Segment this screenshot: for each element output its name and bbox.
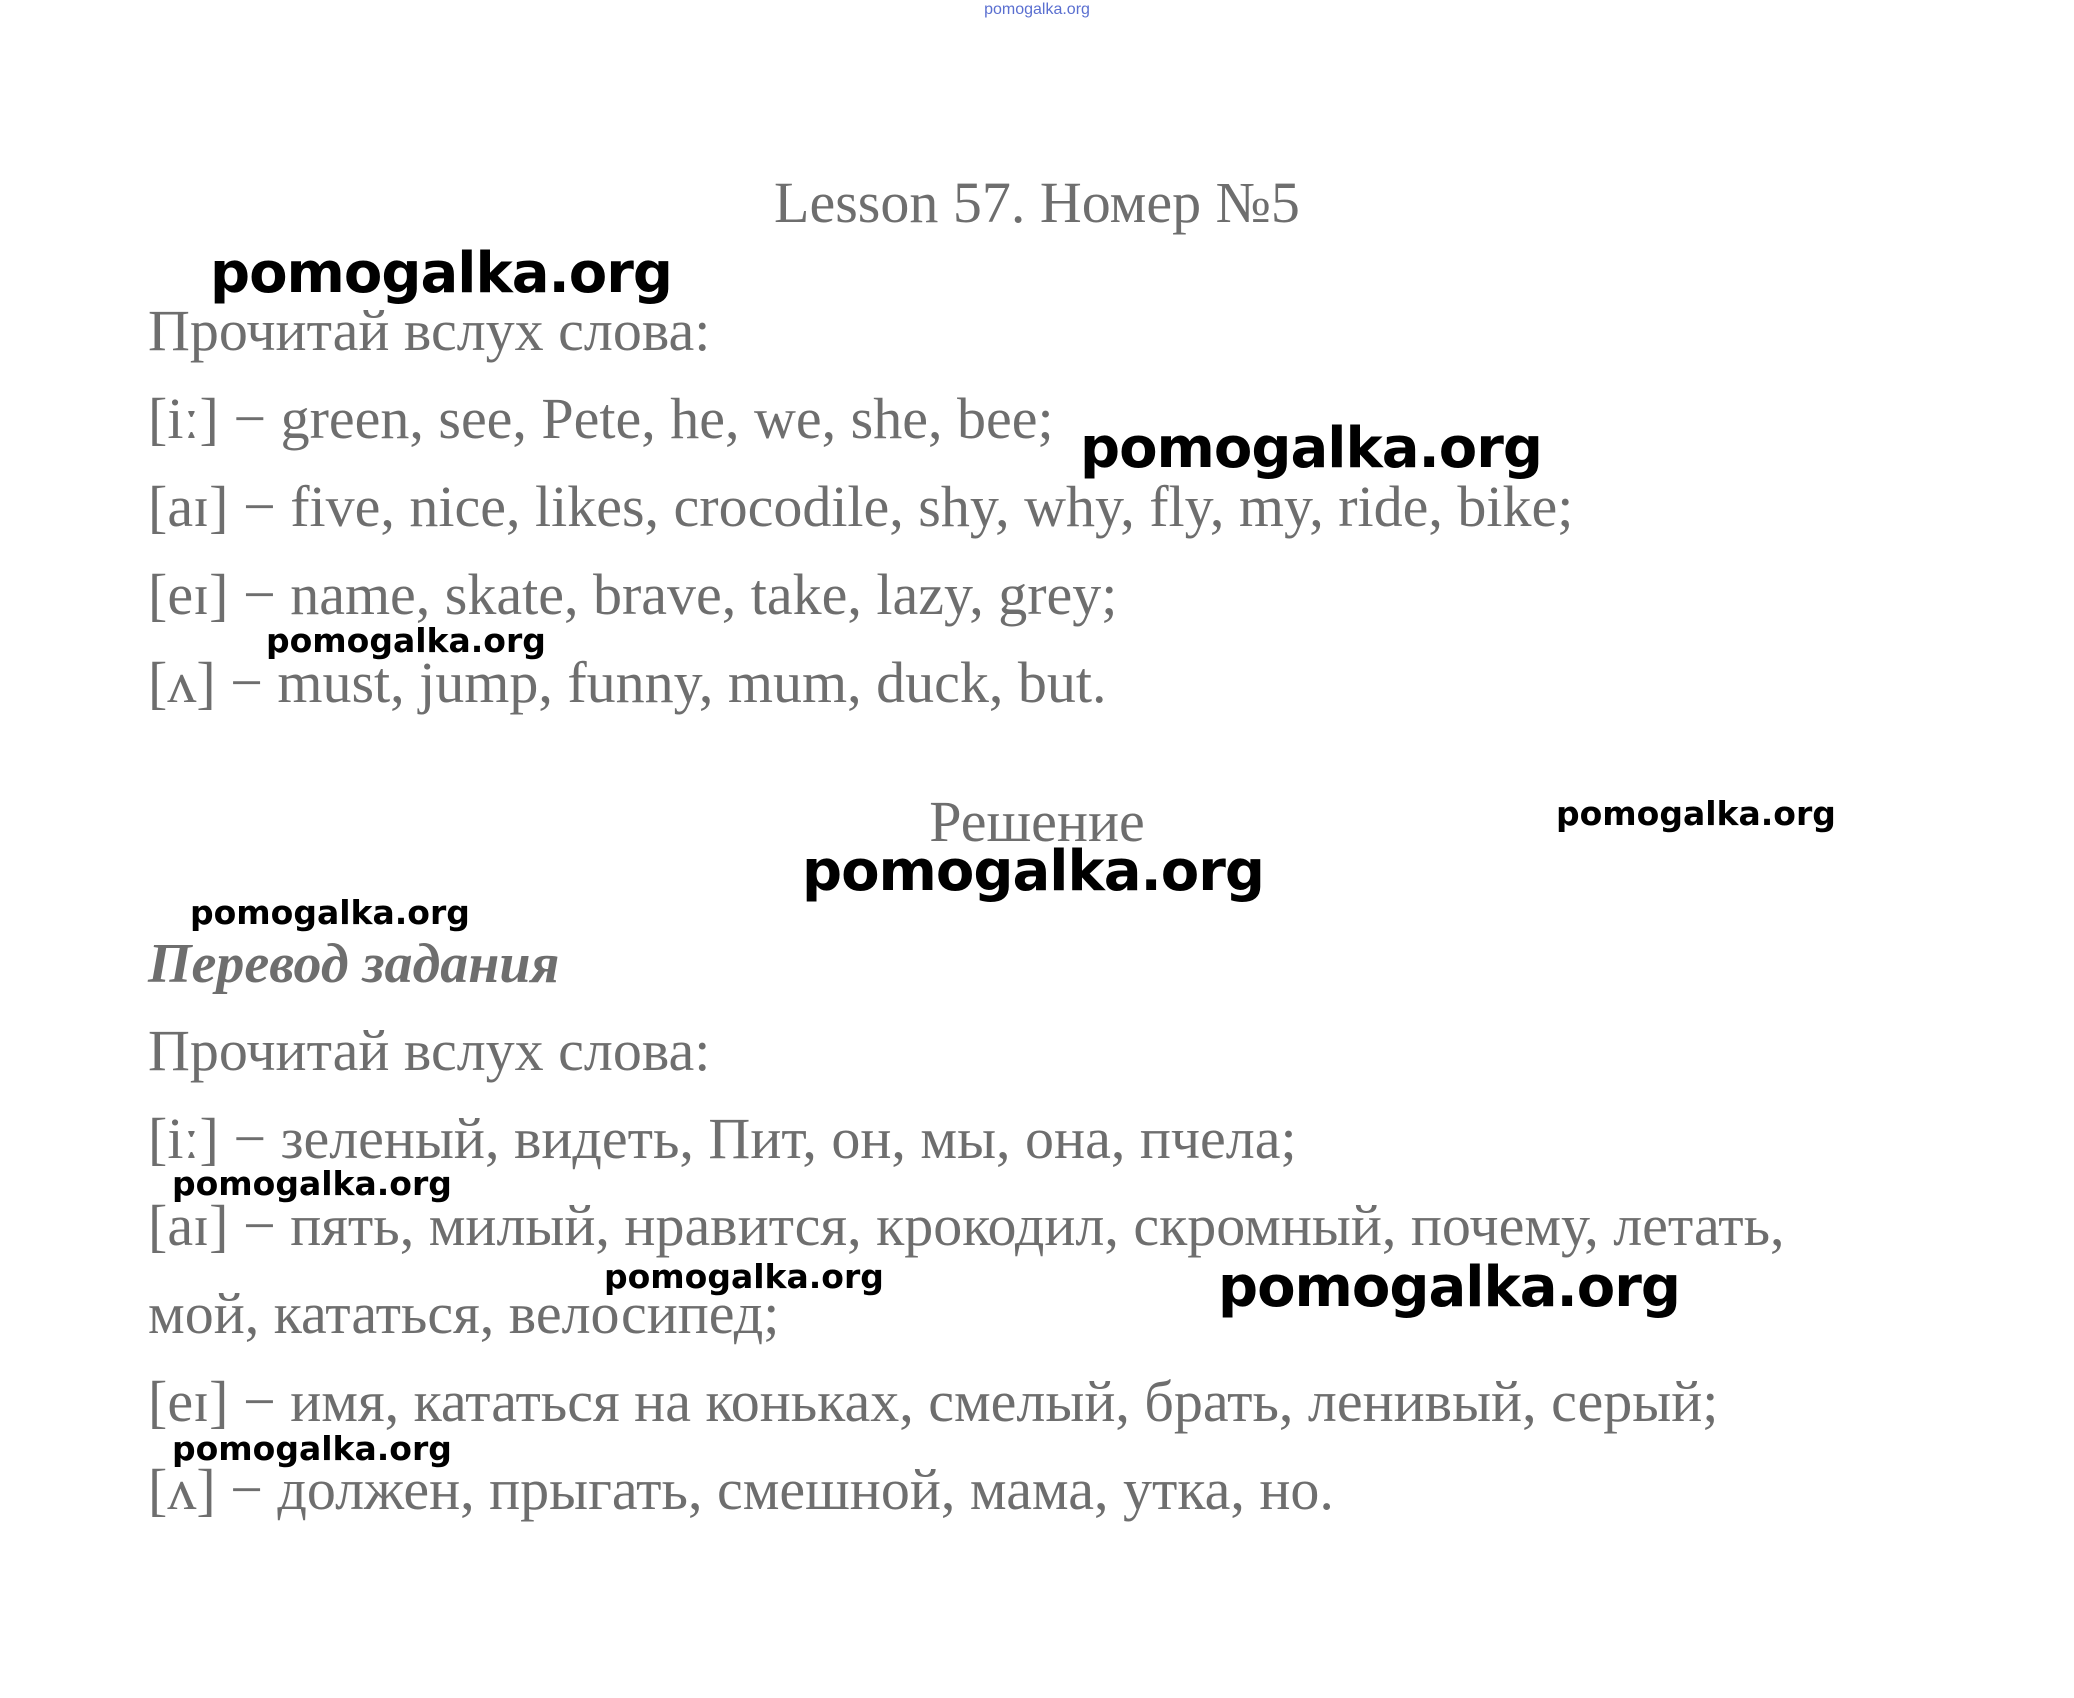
watermark: pomogalka.org <box>172 1429 452 1468</box>
solution-line-uh: [ʌ] − должен, прыгать, смешной, мама, утка, но. <box>148 1457 1334 1522</box>
translation-subheading: Перевод задания <box>148 933 560 995</box>
watermark: pomogalka.org <box>172 1164 452 1203</box>
watermark: pomogalka.org <box>190 893 470 932</box>
watermark: pomogalka.org <box>1080 416 1542 481</box>
task-line-ee: [iː] − green, see, Pete, he, we, she, bee; <box>148 386 1054 451</box>
task-instruction: Прочитай вслух слова: <box>148 298 711 363</box>
watermark: pomogalka.org <box>1556 794 1836 833</box>
solution-line-ee: [iː] − зеленый, видеть, Пит, он, мы, она, пчела; <box>148 1106 1297 1171</box>
task-line-ai: [aɪ] − five, nice, likes, crocodile, shy, why, fly, my, ride, bike; <box>148 474 1574 539</box>
solution-heading: Решение <box>929 789 1145 854</box>
watermark: pomogalka.org <box>802 839 1264 904</box>
watermark: pomogalka.org <box>1218 1255 1680 1320</box>
lesson-title: Lesson 57. Номер №5 <box>774 170 1300 235</box>
solution-instruction: Прочитай вслух слова: <box>148 1018 711 1083</box>
watermark: pomogalka.org <box>210 241 672 306</box>
top-watermark: pomogalka.org <box>984 1 1090 18</box>
watermark: pomogalka.org <box>266 621 546 660</box>
solution-line-ai: [aɪ] − пять, милый, нравится, крокодил, скромный, почему, летать, <box>148 1193 1785 1258</box>
solution-line-ei: [eɪ] − имя, кататься на коньках, смелый, брать, ленивый, серый; <box>148 1369 1719 1434</box>
watermark: pomogalka.org <box>604 1257 884 1296</box>
task-line-ei: [eɪ] − name, skate, brave, take, lazy, grey; <box>148 562 1118 627</box>
solution-line-ai-continued: мой, кататься, велосипед; <box>148 1281 780 1346</box>
task-line-uh: [ʌ] − must, jump, funny, mum, duck, but. <box>148 650 1107 715</box>
